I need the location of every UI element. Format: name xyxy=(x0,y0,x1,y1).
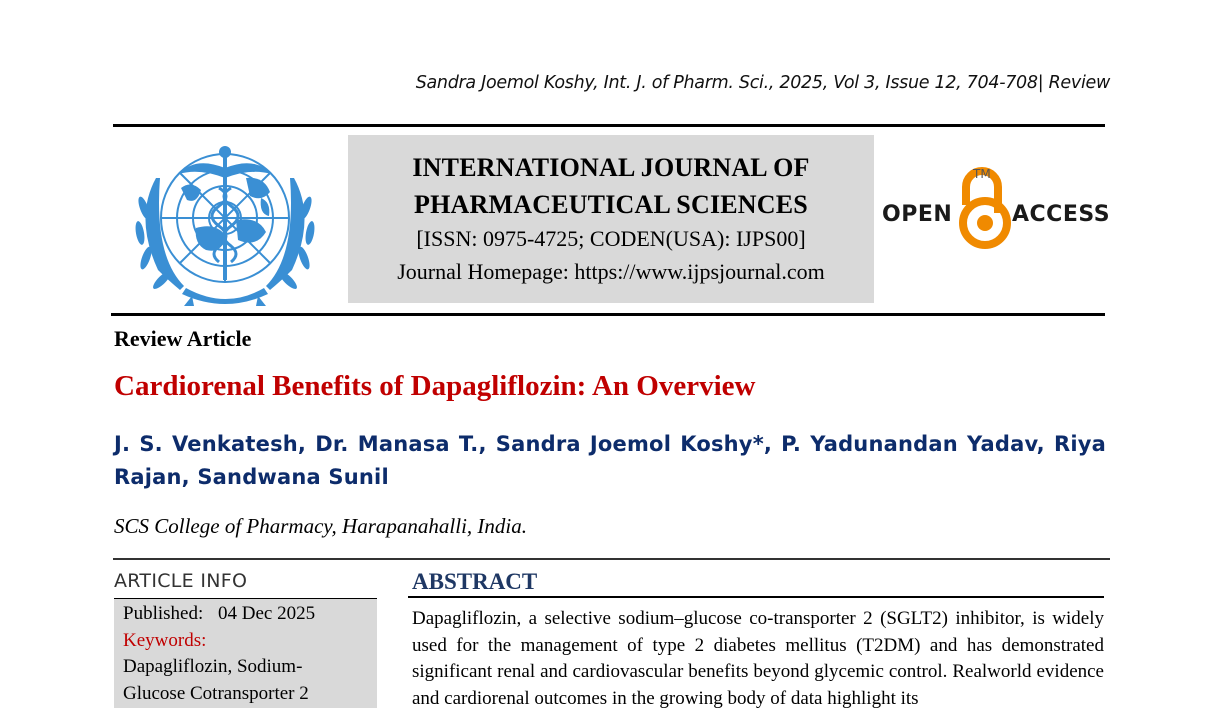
published-label: Published: xyxy=(123,603,204,624)
affiliation: SCS College of Pharmacy, Harapanahalli, India. xyxy=(114,514,527,538)
journal-masthead xyxy=(348,135,874,303)
journal-emblem-icon xyxy=(126,138,324,306)
article-info-box xyxy=(114,598,377,708)
trademark-mark: TM xyxy=(973,167,991,181)
article-type: Review Article xyxy=(114,326,252,351)
published-row xyxy=(123,601,377,628)
author-list: J. S. Venkatesh, Dr. Manasa T., Sandra Joemol Koshy*, P. Yadunandan Yadav, Riya Rajan, Sandwana Sunil xyxy=(114,432,1106,489)
abstract-heading: ABSTRACT xyxy=(412,569,538,594)
keywords-line-1: Dapagliflozin, Sodium- xyxy=(123,656,303,677)
keywords-line-2: Glucose Cotransporter 2 xyxy=(123,682,309,704)
article-title: Cardiorenal Benefits of Dapagliflozin: An Overview xyxy=(114,370,756,402)
open-access-open-text: OPEN xyxy=(882,202,953,227)
masthead-bottom-rule xyxy=(111,313,1105,316)
journal-issn: [ISSN: 0975-4725; CODEN(USA): IJPS00] xyxy=(416,226,806,251)
article-info-heading: ARTICLE INFO xyxy=(114,570,248,592)
journal-homepage-link[interactable]: Journal Homepage: https://www.ijpsjournal.com xyxy=(397,259,825,284)
masthead-top-rule xyxy=(113,124,1105,127)
running-header: Sandra Joemol Koshy, Int. J. of Pharm. Sci., 2025, Vol 3, Issue 12, 704-708| Review xyxy=(415,73,1110,93)
abstract-text: Dapagliflozin, a selective sodium–glucose co-transporter 2 (SGLT2) inhibitor, is widely used for the management of type 2 diabetes mellitus (T2DM) and has demonstrated significant renal and cardiovascular benefits beyond glycemic control. Realworld evidence and cardiorenal outcomes in the growing body of data highlight its xyxy=(412,608,1104,709)
published-date: 04 Dec 2025 xyxy=(217,603,316,624)
journal-title-line2: PHARMACEUTICAL SCIENCES xyxy=(414,190,808,219)
section-divider xyxy=(113,558,1110,560)
open-access-logo xyxy=(880,165,1110,253)
abstract-rule xyxy=(408,596,1104,598)
open-access-access-text: ACCESS xyxy=(1012,202,1111,227)
journal-title-line1: INTERNATIONAL JOURNAL OF xyxy=(412,153,810,182)
keywords-label: Keywords: xyxy=(123,629,207,651)
